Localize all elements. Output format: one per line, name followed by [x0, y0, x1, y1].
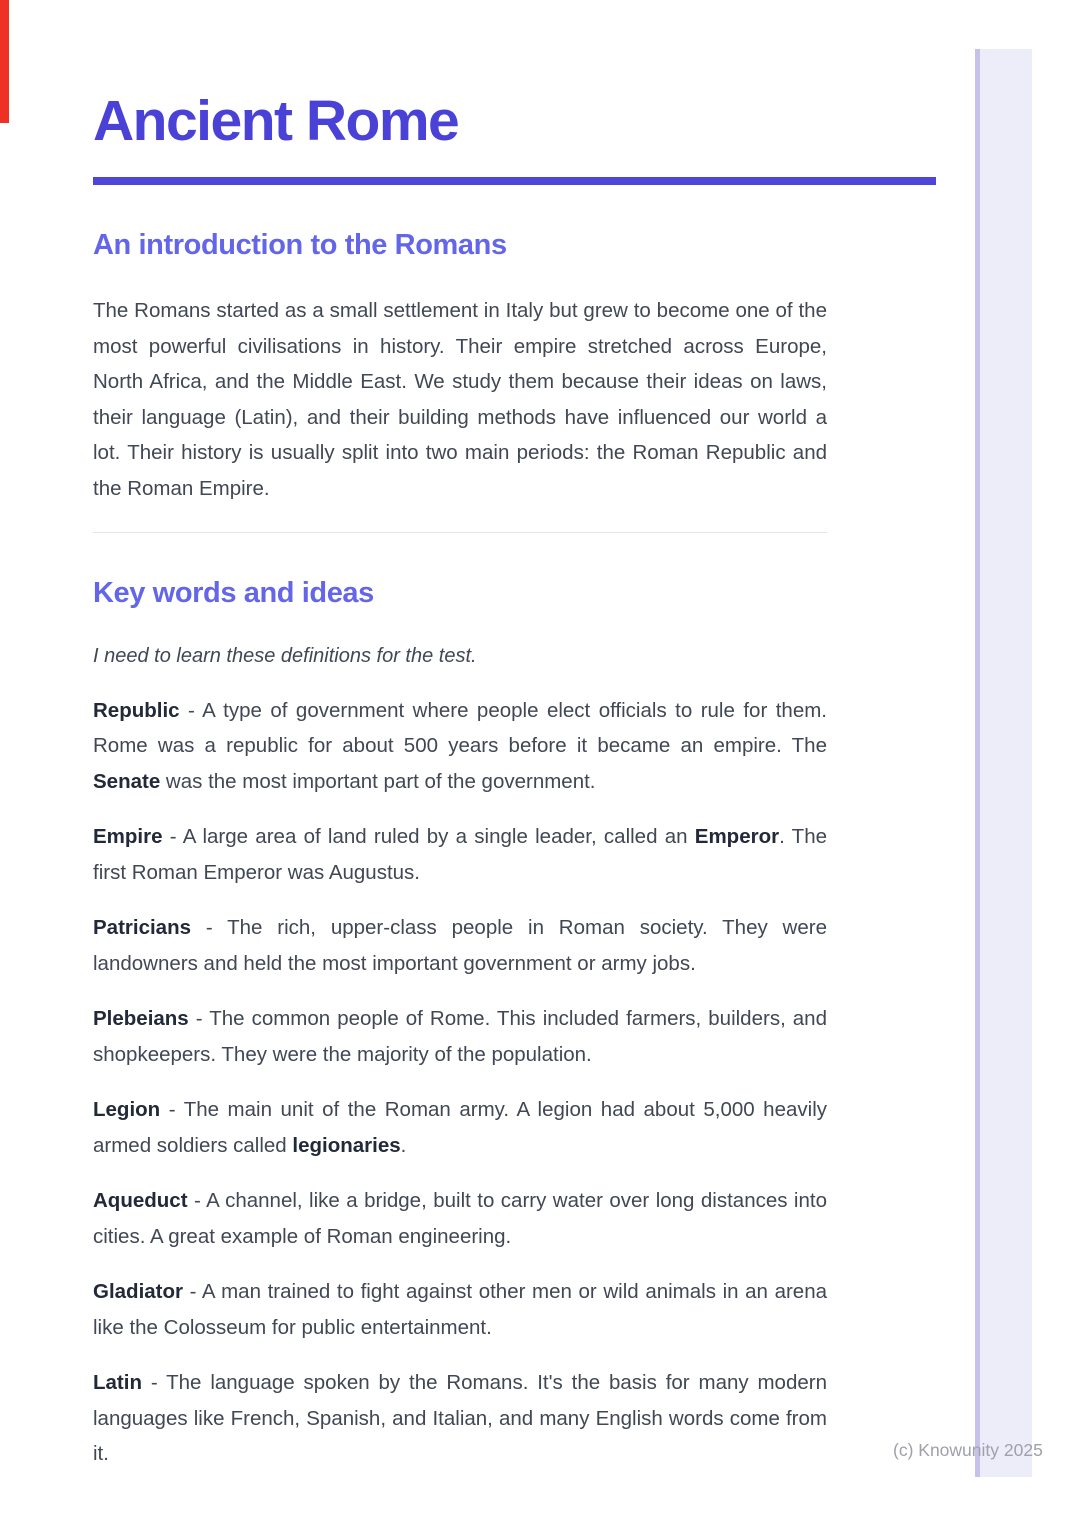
- definition-term: Plebeians: [93, 1007, 189, 1030]
- definition-text: - A type of government where people elect officials to rule for them. Rome was a republic for about 500 years before it became an empire. The: [93, 698, 827, 757]
- page-title: Ancient Rome: [93, 89, 459, 153]
- red-edge-marker: [0, 0, 9, 123]
- definition-paragraph: [93, 910, 827, 981]
- definition-term: Latin: [93, 1371, 142, 1394]
- definition-term: Patricians: [93, 916, 191, 939]
- definition-term: Emperor: [694, 825, 780, 848]
- definition-text: - The main unit of the Roman army. A legion had about 5,000 heavily armed soldiers called: [93, 1098, 827, 1157]
- definition-term: Empire: [93, 825, 163, 848]
- definition-paragraph: [93, 1365, 827, 1472]
- study-note-italic: I need to learn these definitions for the test.: [93, 645, 477, 667]
- definition-text: - The rich, upper-class people in Roman society. They were landowners and held the most important government or army jobs.: [93, 916, 827, 975]
- definition-paragraph: [93, 1274, 827, 1345]
- document-page: [93, 0, 827, 1492]
- title-underline-rule: [93, 177, 936, 185]
- definition-paragraph: [93, 1001, 827, 1072]
- definition-term: legionaries: [292, 1133, 401, 1157]
- section-heading-keywords: Key words and ideas: [93, 577, 374, 609]
- definition-term: Legion: [93, 1098, 161, 1121]
- definition-paragraph: [93, 1183, 827, 1254]
- section-divider: [93, 532, 827, 533]
- section-heading-introduction: An introduction to the Romans: [93, 229, 507, 261]
- definition-paragraph: [93, 819, 827, 890]
- definition-text: - A channel, like a bridge, built to carry water over long distances into cities. A great example of Roman engineering.: [93, 1189, 827, 1248]
- definition-paragraph: [93, 1092, 827, 1163]
- definition-term: Gladiator: [93, 1280, 183, 1303]
- definition-term: Aqueduct: [93, 1189, 188, 1212]
- definition-text: .: [400, 1133, 407, 1157]
- definition-term: Republic: [93, 698, 180, 722]
- definition-text: - A large area of land ruled by a single leader, called an: [162, 825, 695, 848]
- intro-paragraph: The Romans started as a small settlement in Italy but grew to become one of the most powerful civilisations in history. Their empire stretched across Europe, North Africa, and the Middle East. We study them because their ideas on laws, their language (Latin), and their building methods have influenced our world a lot. Their history is usually split into two main periods: the Roman Republic and the Roman Empire.: [93, 299, 827, 500]
- definition-text: was the most important part of the government.: [160, 769, 596, 793]
- definition-text: - The common people of Rome. This included farmers, builders, and shopkeepers. They were the majority of the population.: [93, 1007, 827, 1066]
- page-edge-strip: [975, 49, 1032, 1477]
- definition-text: - The language spoken by the Romans. It's the basis for many modern languages like French, Spanish, and Italian, and many English words come from it.: [93, 1371, 827, 1465]
- definition-text: - A man trained to fight against other men or wild animals in an arena like the Colosseum for public entertainment.: [93, 1280, 827, 1339]
- definition-paragraph: [93, 693, 827, 800]
- definition-text: . The first Roman Emperor was Augustus.: [93, 825, 827, 884]
- watermark-text: (c) Knowunity 2025: [893, 1440, 1043, 1460]
- definitions-list: [93, 693, 827, 1472]
- definition-term: Senate: [93, 769, 161, 793]
